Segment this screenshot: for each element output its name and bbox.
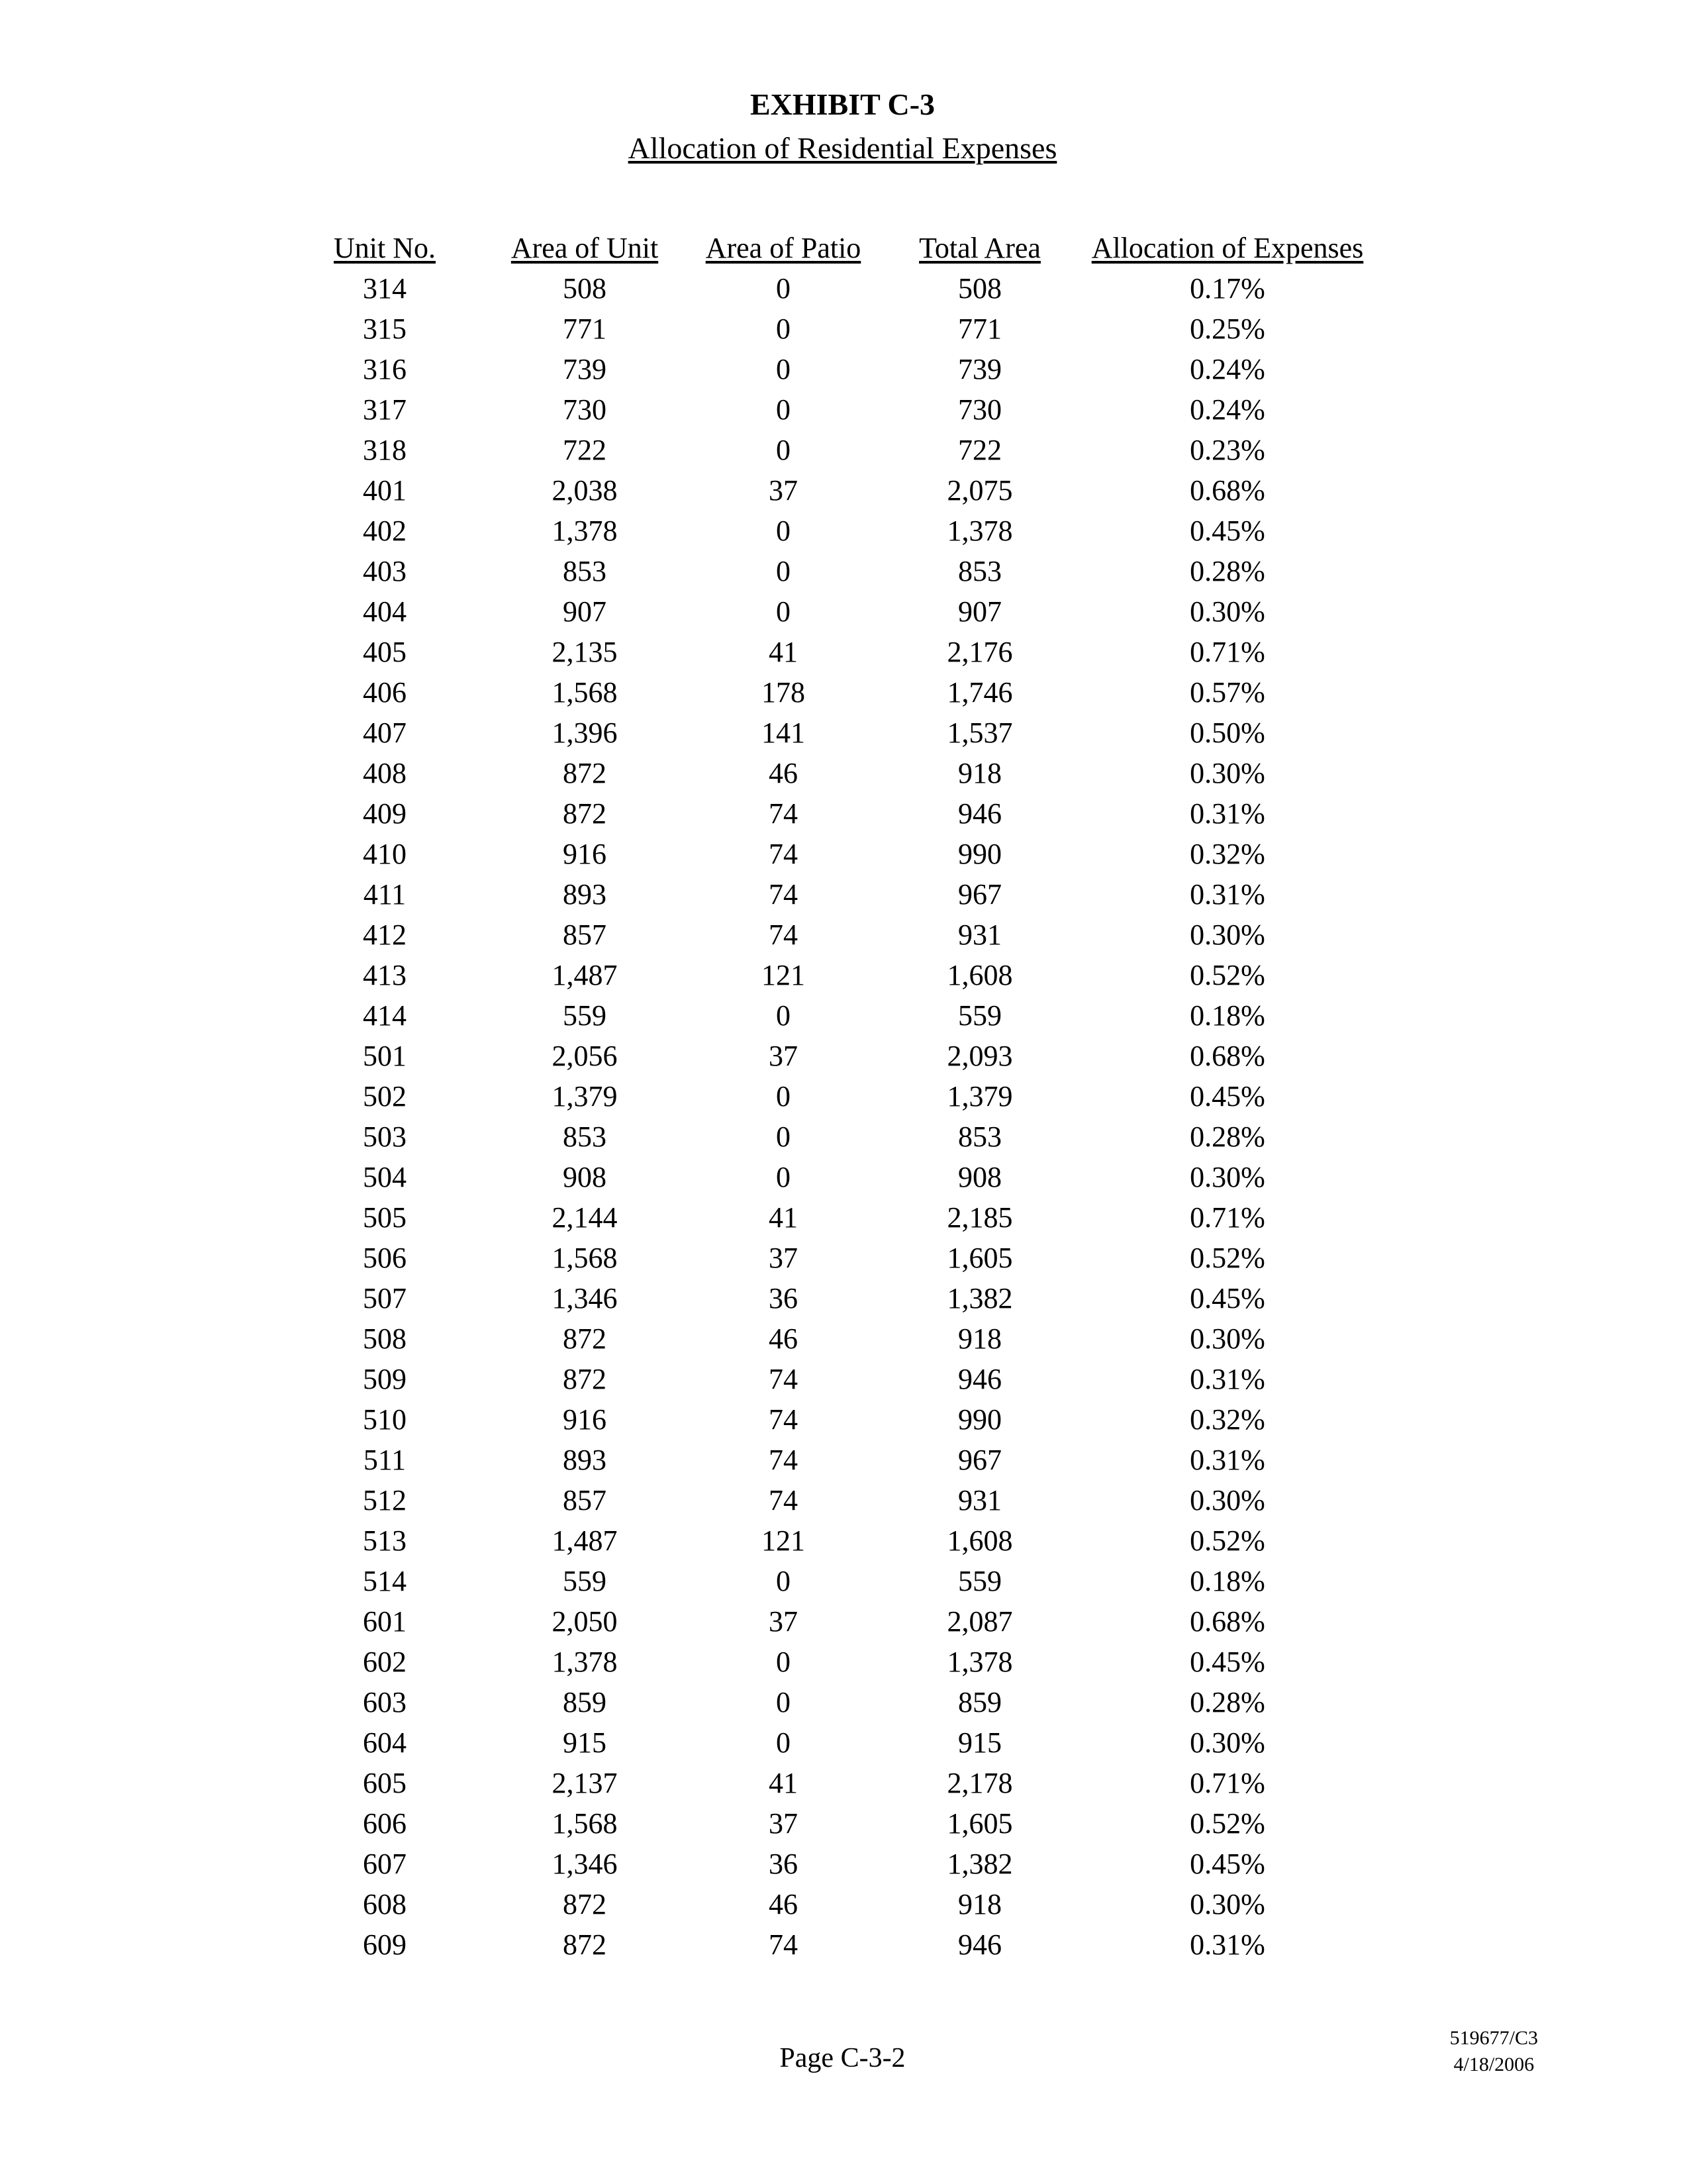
cell-unit-no: 507 <box>363 1282 407 1315</box>
cell-area-of-unit: 907 <box>563 595 606 628</box>
cell-area-of-patio: 37 <box>769 1040 798 1072</box>
cell-unit-no: 402 <box>363 515 407 547</box>
cell-area-of-patio: 0 <box>776 272 791 305</box>
cell-allocation: 0.30% <box>1190 1322 1265 1355</box>
cell-allocation: 0.28% <box>1190 1686 1265 1718</box>
cell-area-of-unit: 508 <box>563 272 606 305</box>
cell-unit-no: 503 <box>363 1120 407 1153</box>
table-row <box>291 1722 1371 1763</box>
cell-total-area: 1,605 <box>947 1242 1013 1274</box>
table-row <box>291 1076 1371 1117</box>
cell-allocation: 0.24% <box>1190 393 1265 426</box>
table-row <box>291 1399 1371 1440</box>
cell-area-of-patio: 36 <box>769 1282 798 1315</box>
cell-area-of-patio: 0 <box>776 434 791 466</box>
cell-area-of-patio: 41 <box>769 1767 798 1799</box>
cell-total-area: 559 <box>958 999 1002 1032</box>
cell-allocation: 0.30% <box>1190 757 1265 789</box>
column-header-total-area: Total Area <box>919 232 1041 264</box>
table-row <box>291 389 1371 430</box>
cell-area-of-unit: 1,378 <box>552 1646 618 1678</box>
cell-allocation: 0.52% <box>1190 1524 1265 1557</box>
cell-total-area: 771 <box>958 313 1002 345</box>
cell-total-area: 2,185 <box>947 1201 1013 1234</box>
cell-area-of-patio: 0 <box>776 999 791 1032</box>
cell-area-of-patio: 0 <box>776 1120 791 1153</box>
table-row <box>291 1359 1371 1399</box>
cell-allocation: 0.32% <box>1190 1403 1265 1436</box>
cell-area-of-unit: 859 <box>563 1686 606 1718</box>
cell-total-area: 508 <box>958 272 1002 305</box>
table-row <box>291 1036 1371 1076</box>
table-row <box>291 1763 1371 1803</box>
cell-area-of-patio: 0 <box>776 1161 791 1193</box>
cell-area-of-patio: 41 <box>769 1201 798 1234</box>
cell-allocation: 0.17% <box>1190 272 1265 305</box>
cell-area-of-unit: 2,056 <box>552 1040 618 1072</box>
table-row <box>291 349 1371 389</box>
table-row <box>291 874 1371 915</box>
cell-unit-no: 410 <box>363 838 407 870</box>
cell-unit-no: 506 <box>363 1242 407 1274</box>
cell-area-of-unit: 872 <box>563 1322 606 1355</box>
cell-allocation: 0.68% <box>1190 1040 1265 1072</box>
cell-area-of-patio: 0 <box>776 515 791 547</box>
cell-area-of-unit: 1,346 <box>552 1282 618 1315</box>
cell-unit-no: 604 <box>363 1726 407 1759</box>
cell-area-of-unit: 739 <box>563 353 606 385</box>
cell-total-area: 1,378 <box>947 515 1013 547</box>
cell-total-area: 739 <box>958 353 1002 385</box>
cell-unit-no: 512 <box>363 1484 407 1516</box>
cell-area-of-unit: 853 <box>563 1120 606 1153</box>
cell-unit-no: 315 <box>363 313 407 345</box>
cell-area-of-unit: 2,135 <box>552 636 618 668</box>
cell-area-of-patio: 46 <box>769 757 798 789</box>
cell-area-of-patio: 74 <box>769 838 798 870</box>
cell-unit-no: 514 <box>363 1565 407 1597</box>
table-row <box>291 1117 1371 1157</box>
column-header-allocation-of-expenses: Allocation of Expenses <box>1091 232 1364 264</box>
exhibit-subtitle-text: Allocation of Residential Expenses <box>628 131 1057 165</box>
table-row <box>291 1642 1371 1682</box>
cell-area-of-unit: 730 <box>563 393 606 426</box>
cell-total-area: 1,382 <box>947 1848 1013 1880</box>
cell-unit-no: 601 <box>363 1605 407 1638</box>
cell-allocation: 0.52% <box>1190 1242 1265 1274</box>
cell-allocation: 0.31% <box>1190 1444 1265 1476</box>
cell-allocation: 0.52% <box>1190 959 1265 991</box>
table-row <box>291 1197 1371 1238</box>
cell-total-area: 1,746 <box>947 676 1013 709</box>
cell-total-area: 946 <box>958 1928 1002 1961</box>
table-body <box>291 268 1371 1965</box>
cell-area-of-patio: 0 <box>776 555 791 587</box>
cell-area-of-unit: 853 <box>563 555 606 587</box>
cell-unit-no: 318 <box>363 434 407 466</box>
cell-allocation: 0.45% <box>1190 1080 1265 1113</box>
cell-area-of-unit: 722 <box>563 434 606 466</box>
cell-area-of-unit: 872 <box>563 1928 606 1961</box>
cell-total-area: 1,608 <box>947 1524 1013 1557</box>
cell-area-of-unit: 1,346 <box>552 1848 618 1880</box>
cell-area-of-unit: 872 <box>563 797 606 830</box>
cell-area-of-unit: 916 <box>563 1403 606 1436</box>
cell-allocation: 0.30% <box>1190 1888 1265 1920</box>
cell-total-area: 946 <box>958 797 1002 830</box>
cell-area-of-unit: 1,379 <box>552 1080 618 1113</box>
cell-allocation: 0.28% <box>1190 1120 1265 1153</box>
cell-unit-no: 510 <box>363 1403 407 1436</box>
table-row <box>291 268 1371 309</box>
cell-allocation: 0.30% <box>1190 1726 1265 1759</box>
table-row <box>291 793 1371 834</box>
cell-unit-no: 608 <box>363 1888 407 1920</box>
cell-area-of-unit: 2,144 <box>552 1201 618 1234</box>
cell-area-of-patio: 0 <box>776 313 791 345</box>
cell-allocation: 0.31% <box>1190 878 1265 911</box>
cell-total-area: 2,178 <box>947 1767 1013 1799</box>
cell-allocation: 0.50% <box>1190 717 1265 749</box>
cell-total-area: 967 <box>958 1444 1002 1476</box>
page-number: Page C-3-2 <box>779 2043 906 2073</box>
table-row <box>291 1682 1371 1722</box>
table-row <box>291 1520 1371 1561</box>
cell-area-of-patio: 0 <box>776 1686 791 1718</box>
cell-area-of-patio: 0 <box>776 1080 791 1113</box>
cell-area-of-unit: 1,487 <box>552 1524 618 1557</box>
table-row <box>291 955 1371 995</box>
column-header-area-of-patio: Area of Patio <box>705 232 861 264</box>
cell-area-of-unit: 857 <box>563 918 606 951</box>
cell-area-of-patio: 0 <box>776 1726 791 1759</box>
cell-area-of-patio: 178 <box>761 676 805 709</box>
cell-total-area: 1,378 <box>947 1646 1013 1678</box>
cell-total-area: 559 <box>958 1565 1002 1597</box>
cell-allocation: 0.71% <box>1190 1201 1265 1234</box>
cell-area-of-unit: 1,568 <box>552 676 618 709</box>
table-row <box>291 1561 1371 1601</box>
cell-area-of-patio: 74 <box>769 918 798 951</box>
cell-total-area: 931 <box>958 1484 1002 1516</box>
cell-unit-no: 513 <box>363 1524 407 1557</box>
cell-total-area: 907 <box>958 595 1002 628</box>
cell-allocation: 0.25% <box>1190 313 1265 345</box>
table-row <box>291 1440 1371 1480</box>
cell-allocation: 0.31% <box>1190 1363 1265 1395</box>
cell-total-area: 1,605 <box>947 1807 1013 1840</box>
cell-area-of-unit: 2,038 <box>552 474 618 507</box>
cell-area-of-unit: 559 <box>563 999 606 1032</box>
table-row <box>291 1238 1371 1278</box>
cell-total-area: 915 <box>958 1726 1002 1759</box>
cell-total-area: 990 <box>958 1403 1002 1436</box>
table-row <box>291 430 1371 470</box>
cell-area-of-unit: 1,568 <box>552 1242 618 1274</box>
document-id: 519677/C3 <box>1449 2027 1538 2049</box>
cell-area-of-unit: 2,050 <box>552 1605 618 1638</box>
document-date: 4/18/2006 <box>1453 2054 1535 2075</box>
document-reference <box>1450 2025 1538 2078</box>
cell-unit-no: 508 <box>363 1322 407 1355</box>
cell-unit-no: 403 <box>363 555 407 587</box>
cell-area-of-patio: 74 <box>769 1484 798 1516</box>
cell-total-area: 730 <box>958 393 1002 426</box>
table-row <box>291 470 1371 511</box>
table-row <box>291 672 1371 713</box>
cell-area-of-unit: 1,568 <box>552 1807 618 1840</box>
cell-unit-no: 314 <box>363 272 407 305</box>
cell-area-of-patio: 121 <box>761 1524 805 1557</box>
table-row <box>291 1278 1371 1318</box>
cell-unit-no: 404 <box>363 595 407 628</box>
cell-allocation: 0.45% <box>1190 1282 1265 1315</box>
cell-allocation: 0.32% <box>1190 838 1265 870</box>
cell-area-of-patio: 37 <box>769 1807 798 1840</box>
cell-area-of-patio: 0 <box>776 1646 791 1678</box>
cell-area-of-unit: 872 <box>563 1363 606 1395</box>
cell-allocation: 0.28% <box>1190 555 1265 587</box>
table-row <box>291 309 1371 349</box>
expense-allocation-table <box>291 228 1371 1965</box>
table-row <box>291 1480 1371 1520</box>
cell-unit-no: 413 <box>363 959 407 991</box>
cell-allocation: 0.30% <box>1190 1161 1265 1193</box>
table-row <box>291 834 1371 874</box>
cell-unit-no: 602 <box>363 1646 407 1678</box>
cell-allocation: 0.30% <box>1190 595 1265 628</box>
table-row <box>291 713 1371 753</box>
cell-unit-no: 607 <box>363 1848 407 1880</box>
cell-area-of-unit: 857 <box>563 1484 606 1516</box>
cell-total-area: 918 <box>958 1888 1002 1920</box>
cell-total-area: 918 <box>958 757 1002 789</box>
cell-allocation: 0.18% <box>1190 1565 1265 1597</box>
cell-total-area: 990 <box>958 838 1002 870</box>
cell-area-of-unit: 872 <box>563 757 606 789</box>
table-row <box>291 1924 1371 1965</box>
table-row <box>291 1318 1371 1359</box>
cell-unit-no: 603 <box>363 1686 407 1718</box>
cell-allocation: 0.31% <box>1190 1928 1265 1961</box>
cell-total-area: 2,176 <box>947 636 1013 668</box>
cell-area-of-patio: 74 <box>769 1403 798 1436</box>
cell-allocation: 0.23% <box>1190 434 1265 466</box>
table-row <box>291 591 1371 632</box>
table-row <box>291 632 1371 672</box>
cell-area-of-unit: 916 <box>563 838 606 870</box>
cell-unit-no: 316 <box>363 353 407 385</box>
cell-allocation: 0.68% <box>1190 1605 1265 1638</box>
cell-allocation: 0.31% <box>1190 797 1265 830</box>
cell-total-area: 946 <box>958 1363 1002 1395</box>
column-header-unit-no: Unit No. <box>334 232 436 264</box>
cell-total-area: 931 <box>958 918 1002 951</box>
cell-area-of-patio: 37 <box>769 1242 798 1274</box>
table-row <box>291 1844 1371 1884</box>
cell-total-area: 1,537 <box>947 717 1013 749</box>
cell-area-of-unit: 893 <box>563 1444 606 1476</box>
cell-area-of-unit: 872 <box>563 1888 606 1920</box>
table-row <box>291 1884 1371 1924</box>
cell-allocation: 0.18% <box>1190 999 1265 1032</box>
cell-area-of-unit: 1,487 <box>552 959 618 991</box>
cell-area-of-patio: 74 <box>769 1928 798 1961</box>
cell-unit-no: 405 <box>363 636 407 668</box>
cell-unit-no: 509 <box>363 1363 407 1395</box>
cell-total-area: 853 <box>958 1120 1002 1153</box>
cell-area-of-patio: 74 <box>769 1444 798 1476</box>
cell-total-area: 1,608 <box>947 959 1013 991</box>
cell-unit-no: 407 <box>363 717 407 749</box>
cell-area-of-unit: 915 <box>563 1726 606 1759</box>
cell-total-area: 2,075 <box>947 474 1013 507</box>
cell-allocation: 0.68% <box>1190 474 1265 507</box>
cell-total-area: 853 <box>958 555 1002 587</box>
column-header-area-of-unit: Area of Unit <box>510 232 659 264</box>
table-row <box>291 995 1371 1036</box>
cell-total-area: 859 <box>958 1686 1002 1718</box>
cell-area-of-patio: 37 <box>769 1605 798 1638</box>
cell-area-of-patio: 46 <box>769 1322 798 1355</box>
cell-area-of-patio: 0 <box>776 595 791 628</box>
cell-total-area: 2,093 <box>947 1040 1013 1072</box>
cell-allocation: 0.57% <box>1190 676 1265 709</box>
cell-area-of-unit: 559 <box>563 1565 606 1597</box>
cell-unit-no: 502 <box>363 1080 407 1113</box>
cell-unit-no: 501 <box>363 1040 407 1072</box>
cell-unit-no: 606 <box>363 1807 407 1840</box>
cell-unit-no: 409 <box>363 797 407 830</box>
cell-unit-no: 511 <box>363 1444 407 1476</box>
cell-unit-no: 609 <box>363 1928 407 1961</box>
cell-allocation: 0.71% <box>1190 636 1265 668</box>
table-row <box>291 915 1371 955</box>
cell-allocation: 0.30% <box>1190 1484 1265 1516</box>
cell-total-area: 908 <box>958 1161 1002 1193</box>
cell-area-of-patio: 37 <box>769 474 798 507</box>
cell-total-area: 2,087 <box>947 1605 1013 1638</box>
cell-allocation: 0.52% <box>1190 1807 1265 1840</box>
cell-allocation: 0.71% <box>1190 1767 1265 1799</box>
cell-area-of-patio: 121 <box>761 959 805 991</box>
cell-allocation: 0.30% <box>1190 918 1265 951</box>
cell-allocation: 0.24% <box>1190 353 1265 385</box>
cell-area-of-patio: 41 <box>769 636 798 668</box>
cell-unit-no: 317 <box>363 393 407 426</box>
cell-unit-no: 504 <box>363 1161 407 1193</box>
cell-total-area: 1,379 <box>947 1080 1013 1113</box>
cell-area-of-patio: 141 <box>761 717 805 749</box>
exhibit-title: EXHIBIT C-3 <box>749 87 936 121</box>
cell-unit-no: 411 <box>363 878 407 911</box>
cell-unit-no: 412 <box>363 918 407 951</box>
exhibit-subtitle <box>0 130 1685 167</box>
cell-area-of-patio: 0 <box>776 1565 791 1597</box>
table-row <box>291 511 1371 551</box>
cell-area-of-patio: 74 <box>769 1363 798 1395</box>
table-row <box>291 753 1371 793</box>
cell-area-of-unit: 2,137 <box>552 1767 618 1799</box>
cell-total-area: 918 <box>958 1322 1002 1355</box>
table-row <box>291 551 1371 591</box>
cell-total-area: 967 <box>958 878 1002 911</box>
cell-area-of-patio: 0 <box>776 393 791 426</box>
cell-unit-no: 406 <box>363 676 407 709</box>
cell-area-of-patio: 36 <box>769 1848 798 1880</box>
table-row <box>291 1803 1371 1844</box>
cell-total-area: 1,382 <box>947 1282 1013 1315</box>
cell-unit-no: 401 <box>363 474 407 507</box>
cell-allocation: 0.45% <box>1190 1848 1265 1880</box>
table-row <box>291 1157 1371 1197</box>
cell-area-of-unit: 1,396 <box>552 717 618 749</box>
cell-area-of-unit: 1,378 <box>552 515 618 547</box>
cell-total-area: 722 <box>958 434 1002 466</box>
cell-area-of-unit: 908 <box>563 1161 606 1193</box>
cell-unit-no: 408 <box>363 757 407 789</box>
cell-unit-no: 505 <box>363 1201 407 1234</box>
cell-area-of-patio: 74 <box>769 878 798 911</box>
table-row <box>291 1601 1371 1642</box>
table-header-row <box>291 228 1371 268</box>
cell-allocation: 0.45% <box>1190 1646 1265 1678</box>
cell-area-of-unit: 893 <box>563 878 606 911</box>
cell-area-of-patio: 46 <box>769 1888 798 1920</box>
cell-unit-no: 414 <box>363 999 407 1032</box>
cell-area-of-unit: 771 <box>563 313 606 345</box>
cell-allocation: 0.45% <box>1190 515 1265 547</box>
cell-area-of-patio: 0 <box>776 353 791 385</box>
cell-area-of-patio: 74 <box>769 797 798 830</box>
cell-unit-no: 605 <box>363 1767 407 1799</box>
